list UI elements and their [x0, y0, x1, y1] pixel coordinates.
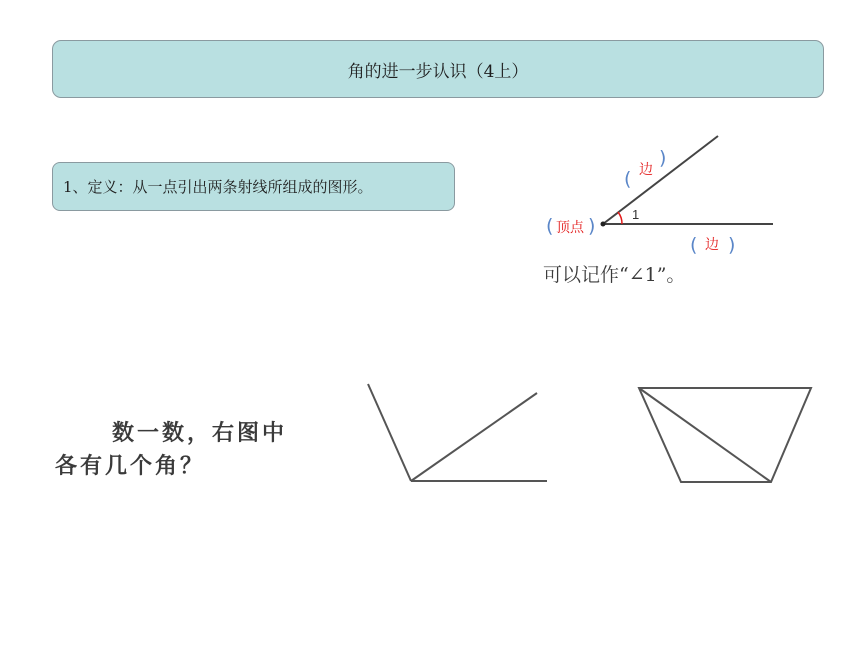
- figure1-line-left: [368, 384, 411, 481]
- trapezoid-outline: [639, 388, 811, 482]
- trapezoid-diagonal: [639, 388, 771, 482]
- figure-trapezoid: [639, 388, 811, 482]
- paren-right-bottom: ): [728, 234, 736, 256]
- paren-left-bottom: (: [690, 234, 698, 256]
- vertex-label: 顶点: [556, 220, 584, 236]
- paren-left-top: (: [624, 168, 632, 190]
- vertex-point: [601, 222, 606, 227]
- figure-angles: [368, 384, 547, 481]
- edge-label-top: 边: [639, 162, 653, 178]
- paren-left-vertex: (: [546, 215, 554, 237]
- angle-notation-text: 可以记作“∠1”。: [543, 264, 686, 286]
- angle-diagram: [543, 136, 773, 286]
- angle-number-label: 1: [632, 207, 640, 222]
- definition-box: 1、定义：从一点引出两条射线所组成的图形。: [52, 162, 455, 211]
- exercise-line-2: 各有几个角？: [55, 453, 206, 479]
- page-title: 角的进一步认识（4上）: [52, 40, 824, 98]
- angle-arc: [618, 212, 622, 224]
- paren-right-top: ): [659, 147, 667, 169]
- figure1-line-middle: [411, 393, 537, 481]
- exercise-line-1: 数一数，右图中: [112, 420, 288, 446]
- edge-label-bottom: 边: [705, 237, 719, 253]
- paren-right-vertex: ): [588, 215, 596, 237]
